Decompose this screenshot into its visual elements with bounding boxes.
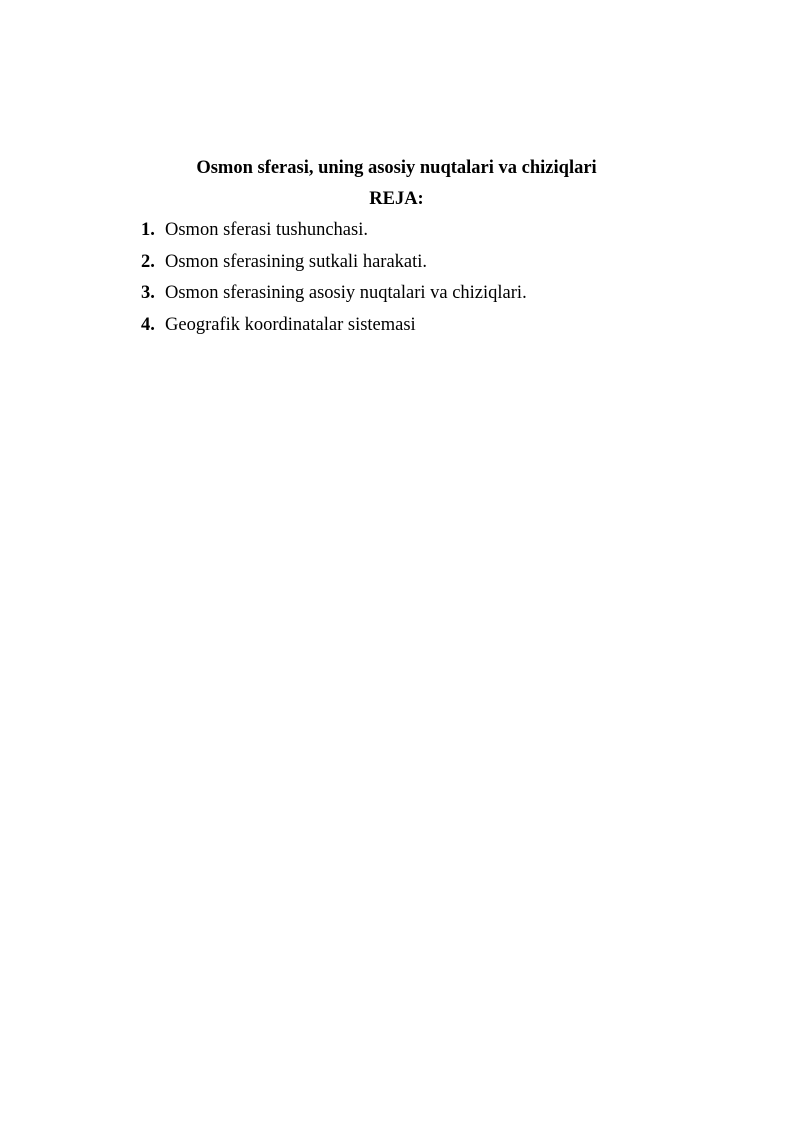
plan-item <box>141 218 527 250</box>
plan-list <box>141 218 527 344</box>
plan-item-text: Geografik koordinatalar sistemasi <box>165 314 416 335</box>
plan-item-number: 2. <box>141 251 155 272</box>
plan-item-text: Osmon sferasi tushunchasi. <box>165 220 368 240</box>
plan-heading: REJA: <box>369 189 424 209</box>
plan-item-number: 1. <box>141 220 155 240</box>
plan-item-text: Osmon sferasining sutkali harakati. <box>165 251 428 272</box>
document-title: Osmon sferasi, uning asosiy nuqtalari va chiziqlari <box>196 158 597 178</box>
plan-item <box>141 313 527 345</box>
plan-item-number: 3. <box>141 283 155 303</box>
plan-item-text: Osmon sferasining asosiy nuqtalari va chiziqlari. <box>165 283 527 303</box>
plan-item <box>141 250 527 282</box>
plan-item <box>141 281 527 313</box>
plan-item-number: 4. <box>141 314 155 335</box>
